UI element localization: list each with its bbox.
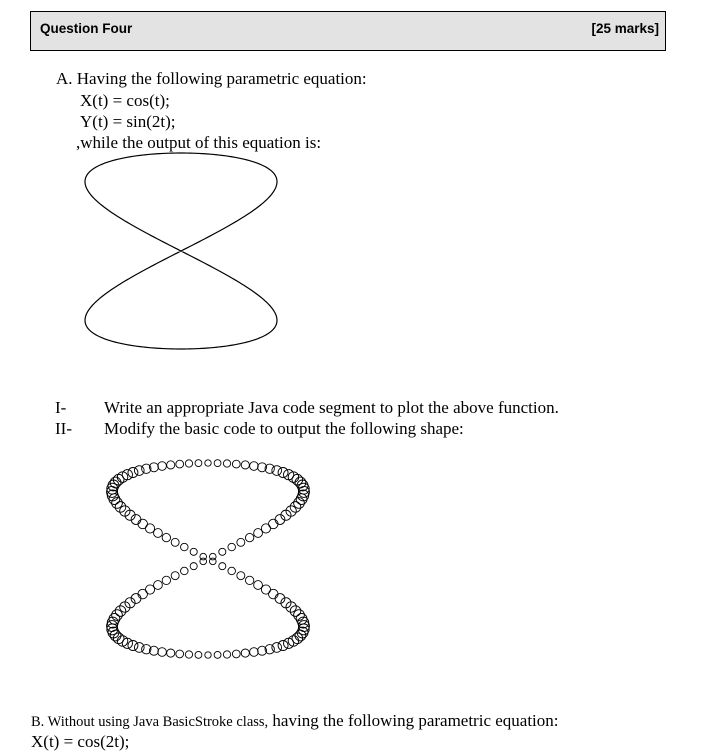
lissajous-curve: [85, 153, 277, 349]
curve-circle: [181, 567, 189, 575]
curve-circle: [195, 651, 202, 658]
task-1-number: I-: [55, 398, 67, 417]
curve-circle: [296, 613, 307, 624]
curve-circle: [237, 538, 245, 546]
curve-circle: [261, 585, 270, 594]
curve-circle: [190, 548, 197, 555]
curve-circle: [185, 651, 192, 658]
task-2-text: Modify the basic code to output the following shape:: [104, 419, 464, 438]
curve-circle: [228, 567, 236, 575]
curve-circle: [167, 461, 175, 469]
curve-circle: [181, 543, 189, 551]
circles-svg: [100, 455, 330, 670]
curve-circle: [176, 650, 184, 658]
curve-circle: [296, 494, 307, 505]
curve-circle: [254, 529, 263, 538]
curve-circle: [232, 460, 240, 468]
part-b-intro: [31, 711, 559, 731]
curve-circle: [167, 649, 175, 657]
curve-circle: [237, 572, 245, 580]
curve-circle: [205, 652, 211, 658]
curve-circle: [134, 643, 144, 653]
curve-circle: [185, 460, 192, 467]
curve-circle: [138, 589, 148, 599]
curve-circle: [154, 581, 163, 590]
curve-circle: [134, 466, 144, 476]
curve-circle: [190, 563, 197, 570]
curve-circle: [158, 648, 167, 657]
curve-circle: [205, 460, 211, 466]
question-marks: [25 marks]: [591, 21, 659, 36]
curve-circle: [195, 460, 202, 467]
lissajous-figure: [80, 150, 290, 365]
part-a-intro: A. Having the following parametric equation:: [56, 69, 367, 88]
curve-circle: [219, 563, 226, 570]
curve-circle: [219, 548, 226, 555]
curve-circle: [209, 558, 216, 565]
curve-circle: [154, 529, 163, 538]
equation-x: X(t) = cos(t);: [80, 91, 170, 110]
curve-circle: [272, 466, 282, 476]
curve-circle: [278, 640, 288, 650]
curve-circle: [138, 519, 148, 529]
curve-circle: [176, 460, 184, 468]
curve-circle: [250, 462, 259, 471]
curve-circle: [214, 651, 221, 658]
circles-figure: [100, 455, 330, 675]
curve-circle: [128, 468, 138, 478]
curve-circle: [278, 468, 288, 478]
curve-circle: [245, 576, 253, 584]
question-title: Question Four: [40, 21, 133, 36]
curve-circle: [254, 581, 263, 590]
curve-circle: [158, 462, 167, 471]
question-header: [30, 11, 666, 51]
curve-circle: [245, 533, 253, 541]
lissajous-svg: [80, 150, 290, 360]
output-note: ,while the output of this equation is:: [76, 133, 322, 152]
curve-circle: [241, 461, 249, 469]
curve-circle: [232, 650, 240, 658]
curve-circle: [250, 648, 259, 657]
curve-circle: [200, 553, 207, 560]
curve-circle: [171, 572, 179, 580]
curve-circle: [223, 651, 230, 658]
curve-circle: [272, 643, 282, 653]
part-b-intro-small: B. Without using Java BasicStroke class,: [31, 714, 269, 730]
task-1-text: Write an appropriate Java code segment to plot the above function.: [104, 398, 559, 417]
curve-circle: [228, 543, 236, 551]
curve-circle: [162, 533, 170, 541]
curve-circle: [110, 630, 121, 641]
curve-circle: [128, 640, 138, 650]
part-b-intro-rest: having the following parametric equation:: [268, 711, 559, 730]
equation-y: Y(t) = sin(2t);: [80, 112, 176, 131]
curve-circle: [171, 538, 179, 546]
curve-circle: [162, 576, 170, 584]
curve-circle: [261, 524, 270, 533]
part-b-equation-x: X(t) = cos(2t);: [31, 732, 130, 751]
curve-circle: [223, 460, 230, 467]
curve-circle: [110, 477, 121, 488]
curve-circle: [214, 460, 221, 467]
task-2-number: II-: [55, 419, 72, 438]
curve-circle: [241, 649, 249, 657]
